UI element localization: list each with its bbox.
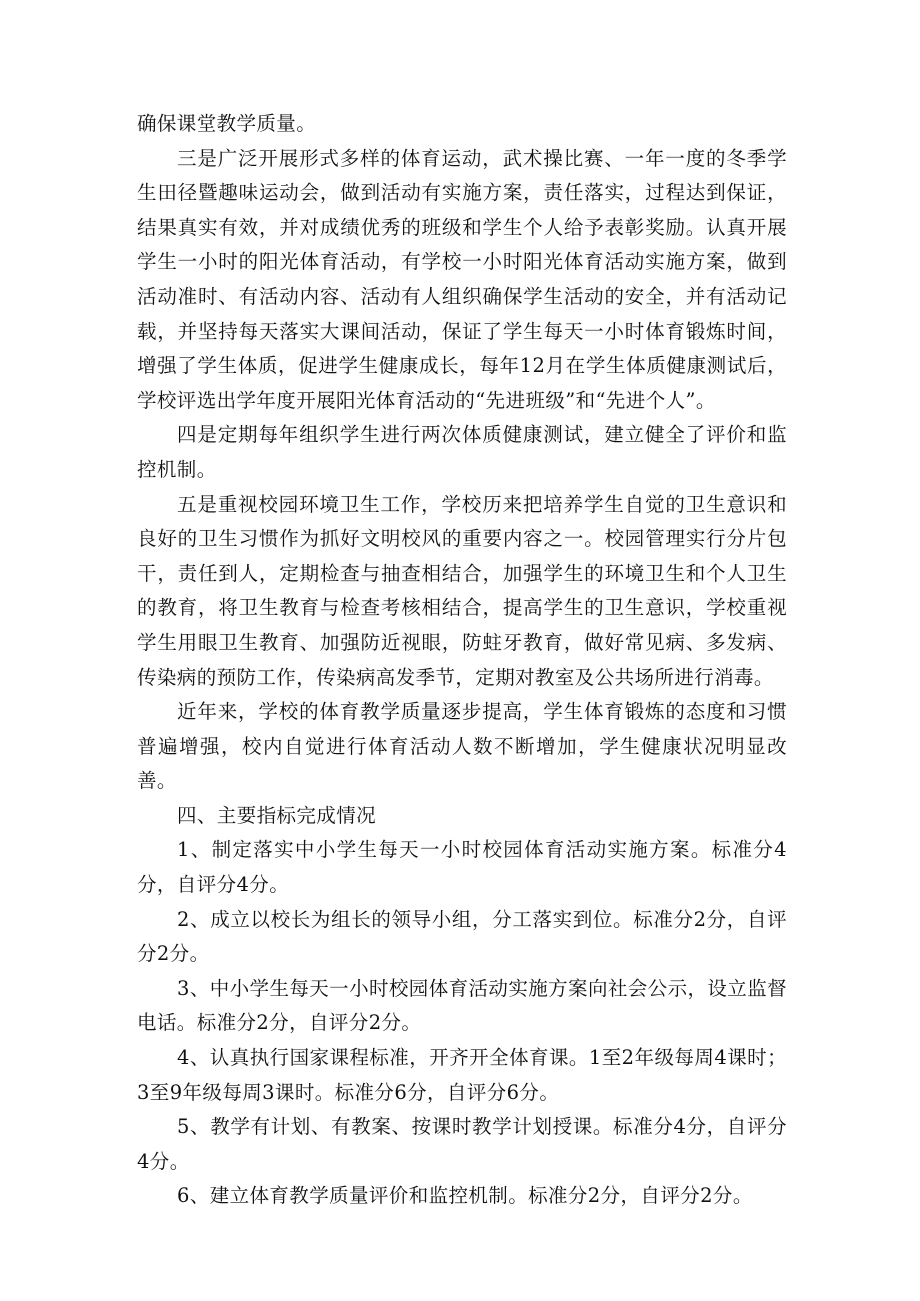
paragraph-continuation: 确保课堂教学质量。 — [137, 112, 317, 135]
indicator-item-3: 3、中小学生每天一小时校园体育活动实施方案向社会公示，设立监督电话。标准分2分，自评分2分。 — [137, 976, 787, 1035]
indicator-item-4: 4、认真执行国家课程标准，开齐开全体育课。1至2年级每周4课时；3至9年级每周3课时。标准分6分，自评分6分。 — [137, 1046, 787, 1104]
paragraph-sports-activities: 三是广泛开展形式多样的体育运动，武术操比赛、一年一度的冬季学生田径暨趣味运动会，做到活动有实施方案，责任落实，过程达到保证，结果真实有效，并对成绩优秀的班级和学生个人给予表彰奖励。认真开展学生一小时的阳光体育活动，有学校一小时阳光体育活动实施方案，做到活动准时、有活动内容、活动有人组织确保学生活动的安全，并有活动记载，并坚持每天落实大课间活动，保证了学生每天一小时体育锻炼时间，增强了学生体质，促进学生健康成长，每年12月在学生体质健康测试后，学校评选出学年度开展阳光体育活动的“先进班级”和“先进个人”。 — [137, 146, 787, 412]
document-body — [137, 107, 787, 1214]
paragraph-hygiene: 五是重视校园环境卫生工作，学校历来把培养学生自觉的卫生意识和良好的卫生习惯作为抓好文明校风的重要内容之一。校园管理实行分片包干，责任到人，定期检查与抽查相结合，加强学生的环境卫生和个人卫生的教育，将卫生教育与检查考核相结合，提高学生的卫生意识，学校重视学生用眼卫生教育、加强防近视眼，防蛀牙教育，做好常见病、多发病、传染病的预防工作，传染病高发季节，定期对教室及公共场所进行消毒。 — [137, 492, 787, 689]
indicator-item-6: 6、建立体育教学质量评价和监控机制。标准分2分，自评分2分。 — [177, 1184, 753, 1208]
section-heading-indicators: 四、主要指标完成情况 — [177, 803, 377, 827]
indicator-item-2: 2、成立以校长为组长的领导小组，分工落实到位。标准分2分，自评分2分。 — [137, 907, 787, 966]
paragraph-health-testing: 四是定期每年组织学生进行两次体质健康测试，建立健全了评价和监控机制。 — [137, 423, 787, 481]
paragraph-recent-years: 近年来，学校的体育教学质量逐步提高，学生体育锻炼的态度和习惯普遍增强，校内自觉进行体育活动人数不断增加，学生健康状况明显改善。 — [137, 700, 787, 793]
indicator-item-5: 5、教学有计划、有教案、按课时教学计划授课。标准分4分，自评分4分。 — [137, 1115, 787, 1173]
indicator-item-1: 1、制定落实中小学生每天一小时校园体育活动实施方案。标准分4分，自评分4分。 — [137, 838, 787, 897]
